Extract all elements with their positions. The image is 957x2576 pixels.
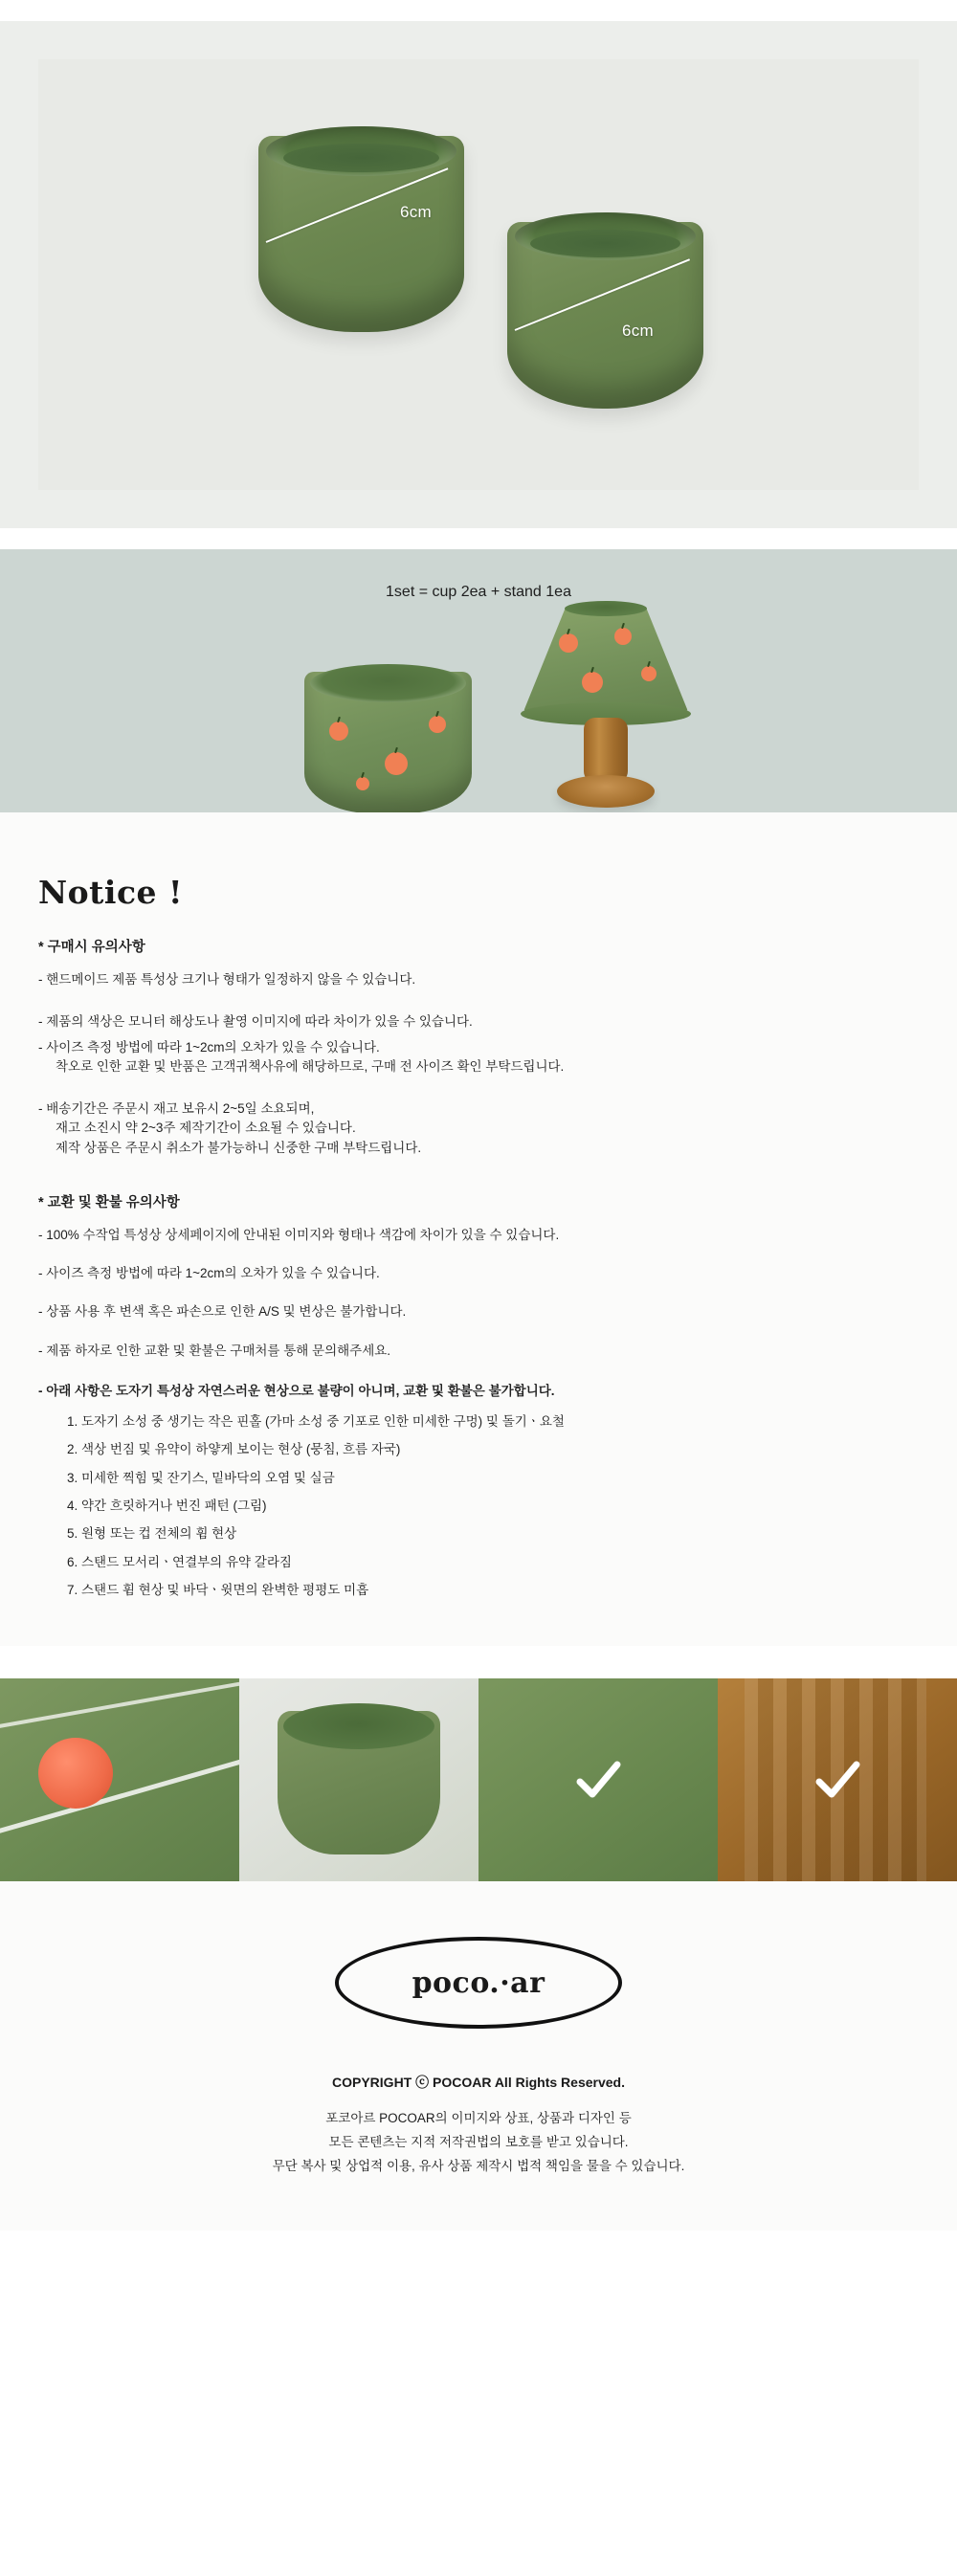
footer-line: 모든 콘텐츠는 지적 저작권법의 보호를 받고 있습니다. <box>328 2135 629 2150</box>
brand-logo-wrap <box>0 1937 957 2029</box>
fruit-dot <box>614 628 632 645</box>
set-photo <box>0 549 957 812</box>
defect-list-item: 6. 스탠드 모서리ㆍ연결부의 유약 갈라짐 <box>67 1554 292 1569</box>
purchase-subnote: 제작 상품은 주문시 취소가 불가능하니 신중한 구매 부탁드립니다. <box>56 1140 422 1155</box>
defect-notice: - 아래 사항은 도자기 특성상 자연스러운 현상으로 불량이 아니며, 교환 및 환불은 불가합니다. <box>38 1383 555 1398</box>
check-icon <box>572 1754 624 1806</box>
lamp-stand-image <box>515 607 697 812</box>
fruit-dot <box>385 752 408 775</box>
defect-list-item: 7. 스탠드 휨 현상 및 바닥ㆍ윗면의 완벽한 평평도 미흡 <box>67 1582 369 1597</box>
set-caption: 1set = cup 2ea + stand 1ea <box>386 584 571 600</box>
lamp-stand-neck <box>584 718 628 783</box>
defect-list-item: 5. 원형 또는 컵 전체의 휨 현상 <box>67 1526 237 1542</box>
cup-interior <box>283 1703 434 1749</box>
measure-label-left: 6cm <box>400 203 433 221</box>
top-spacer <box>0 0 957 21</box>
pattern-blur-sample-image <box>0 1678 239 1881</box>
set-cup-image <box>304 672 472 812</box>
fruit-dot <box>641 666 657 681</box>
fruit-dot <box>429 716 446 733</box>
defect-list <box>67 1411 919 1601</box>
exchange-item: - 상품 사용 후 변색 혹은 파손으로 인한 A/S 및 변상은 불가합니다. <box>38 1304 407 1320</box>
purchase-heading: * 구매시 유의사항 <box>38 940 145 955</box>
footer <box>0 1881 957 2231</box>
purchase-subnote: 재고 소진시 약 2~3주 제작기간이 소요될 수 있습니다. <box>56 1121 356 1136</box>
stand-glaze-sample-image <box>718 1678 957 1881</box>
cup-image-right <box>507 222 703 409</box>
measure-label-right: 6cm <box>622 322 655 340</box>
purchase-item: - 제품의 색상은 모니터 해상도나 촬영 이미지에 따라 차이가 있을 수 있습니다. <box>38 1014 473 1030</box>
glaze-streak <box>0 1678 239 1729</box>
cup-rim-sample-image <box>478 1678 718 1881</box>
defect-sample-images <box>0 1678 957 1881</box>
purchase-item: - 사이즈 측정 방법에 따라 1~2cm의 오차가 있을 수 있습니다. <box>38 1039 380 1055</box>
cup-interior-sample-image <box>239 1678 478 1881</box>
lamp-shade-top <box>565 601 647 616</box>
fruit-dot <box>329 722 348 741</box>
footer-line: 포코아르 POCOAR의 이미지와 상표, 상품과 디자인 등 <box>325 2111 632 2126</box>
size-photo <box>0 21 957 528</box>
defect-list-item: 2. 색상 번짐 및 유약이 하얗게 보이는 현상 (뭉침, 흐름 자국) <box>67 1442 401 1457</box>
cup-image-left <box>258 136 464 332</box>
size-photo-backdrop <box>38 59 919 490</box>
fruit-dot <box>559 633 578 653</box>
defect-list-item: 4. 약간 흐릿하거나 번진 패턴 (그림) <box>67 1498 267 1513</box>
defect-list-item: 3. 미세한 찍힘 및 잔기스, 밑바닥의 오염 및 실금 <box>67 1470 335 1485</box>
exchange-item: - 100% 수작업 특성상 상세페이지에 안내된 이미지와 형태나 색감에 차이가 있을 수 있습니다. <box>38 1227 560 1242</box>
exchange-item: - 제품 하자로 인한 교환 및 환불은 구매처를 통해 문의해주세요. <box>38 1343 391 1358</box>
exchange-heading: * 교환 및 환불 유의사항 <box>38 1194 180 1210</box>
purchase-subnote: 착오로 인한 교환 및 반품은 고객귀책사유에 해당하므로, 구매 전 사이즈 확인 부탁드립니다. <box>56 1058 565 1074</box>
footer-line: 무단 복사 및 상업적 이용, 유사 상품 제작시 법적 책임을 물을 수 있습니다. <box>272 2158 685 2173</box>
copyright-text: COPYRIGHT ⓒ POCOAR All Rights Reserved. <box>332 2075 625 2091</box>
notice-section <box>0 812 957 1646</box>
lamp-stand-base <box>557 775 655 808</box>
fruit-dot <box>356 777 369 790</box>
mid-spacer <box>0 528 957 549</box>
glaze-streak <box>0 1753 239 1834</box>
notice-title: Notice ! <box>38 874 184 911</box>
check-icon <box>812 1754 863 1806</box>
brand-logo: poco.·ar <box>335 1937 622 2029</box>
purchase-item: - 핸드메이드 제품 특성상 크기나 형태가 일정하지 않을 수 있습니다. <box>38 972 416 987</box>
defect-list-item: 1. 도자기 소성 중 생기는 작은 핀홀 (가마 소성 중 기포로 인한 미세한 구멍) 및 돌기ㆍ요철 <box>67 1414 565 1430</box>
exchange-item: - 사이즈 측정 방법에 따라 1~2cm의 오차가 있을 수 있습니다. <box>38 1266 380 1281</box>
lamp-shade <box>523 607 689 714</box>
purchase-item: - 배송기간은 주문시 재고 보유시 2~5일 소요되며, <box>38 1101 315 1117</box>
fruit-dot <box>582 672 603 693</box>
